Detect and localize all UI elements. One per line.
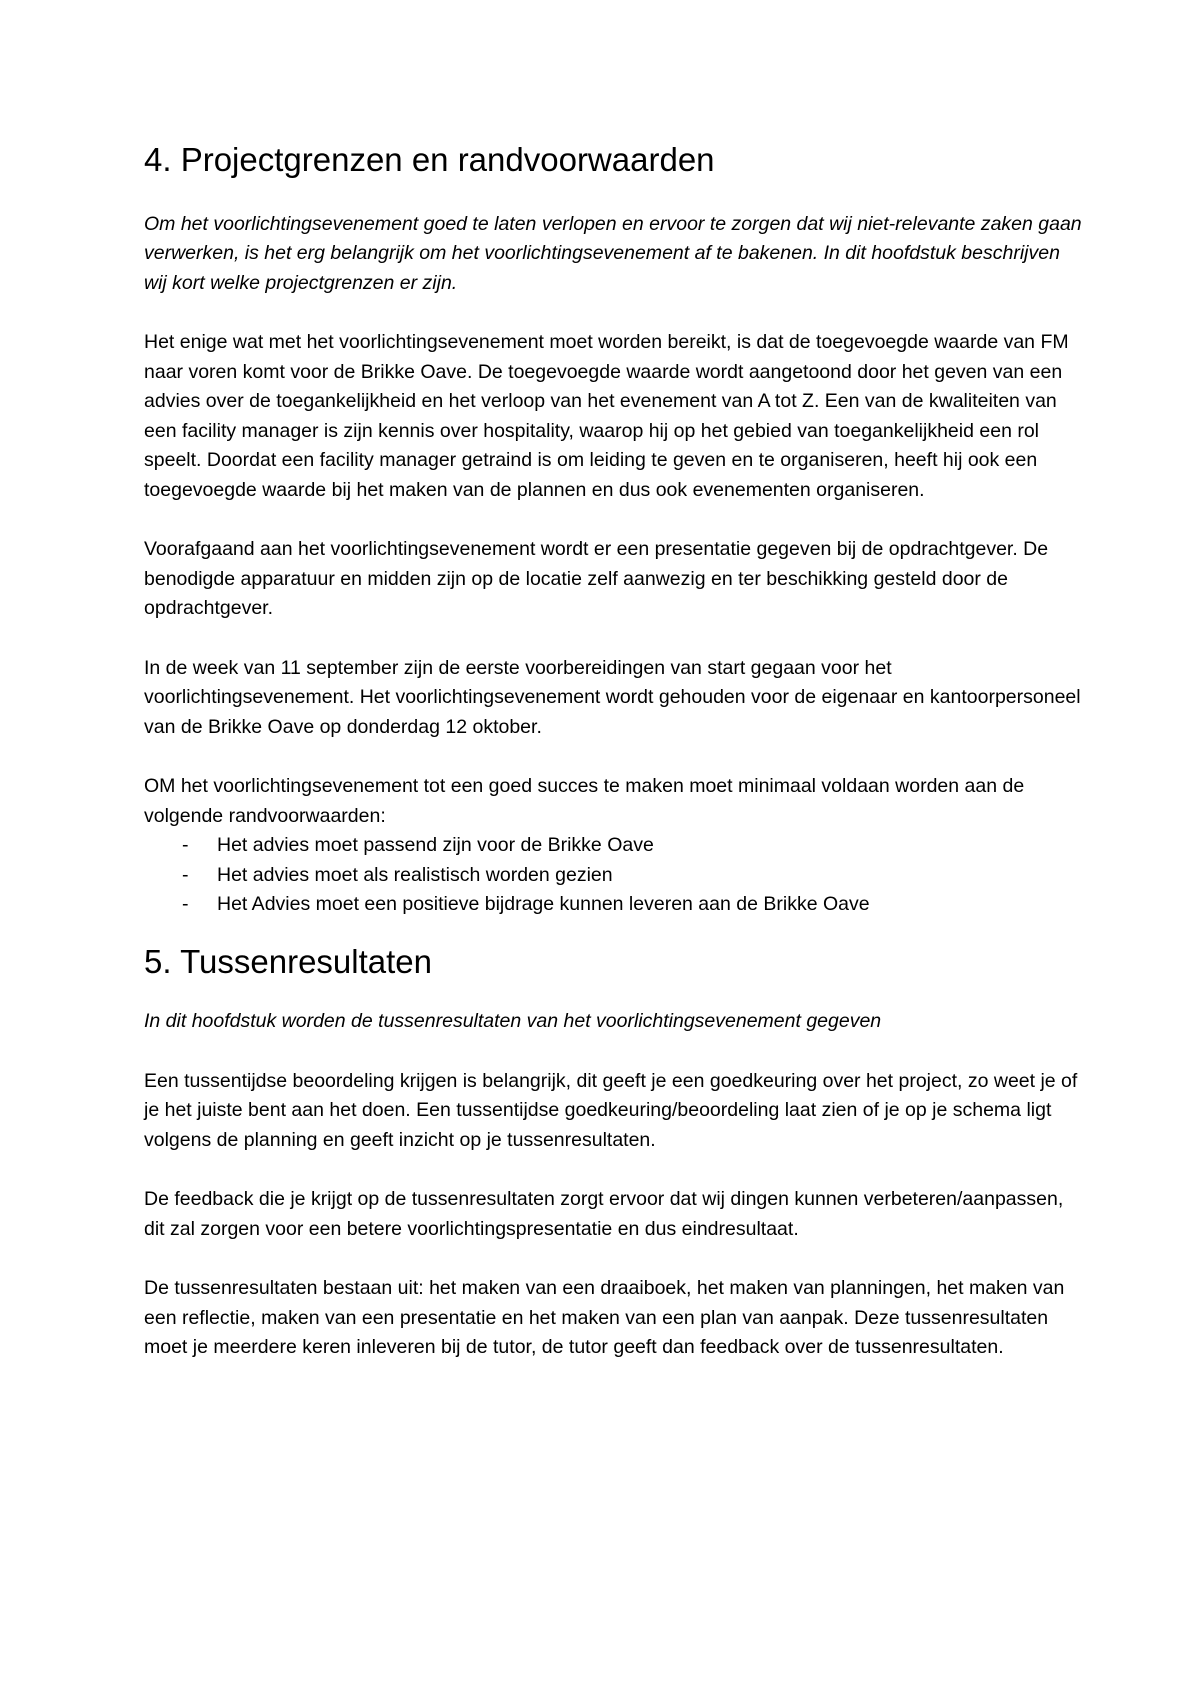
list-item-text: Het advies moet passend zijn voor de Brikke Oave [217,834,654,857]
conditions-list [144,831,1084,920]
section-4-paragraph-4: OM het voorlichtingsevenement tot een goed succes te maken moet minimaal voldaan worden aan de volgende randvoorwaarden: [144,775,1025,827]
section-4-paragraph-3: In de week van 11 september zijn de eerste voorbereidingen van start gegaan voor het voorlichtingsevenement. Het voorlichtingsevenement wordt gehouden voor de eigenaar en kantoorpersoneel van de Brikke Oave op donderdag 12 oktober. [144,656,1081,738]
section-4-paragraph-2: Voorafgaand aan het voorlichtingsevenement wordt er een presentatie gegeven bij de opdrachtgever. De benodigde apparatuur en midden zijn op de locatie zelf aanwezig en ter beschikking gesteld door de opdrachtgever. [144,538,1049,620]
list-item [144,831,1084,861]
list-item-text: Het advies moet als realistisch worden gezien [217,863,613,886]
section-4-paragraph-1: Het enige wat met het voorlichtingsevenement moet worden bereikt, is dat de toegevoegde waarde van FM naar voren komt voor de Brikke Oave. De toegevoegde waarde wordt aangetoond door het geven van een advies over de toegankelijkheid en het verloop van het evenement van A tot Z. Een van de kwaliteiten van een facility manager is zijn kennis over hospitality, waarop hij op het gebied van toegankelijkheid een rol speelt. Doordat een facility manager getraind is om leiding te geven en te organiseren, heeft hij ook een toegevoegde waarde bij het maken van de plannen en dus ook evenementen organiseren. [144,331,1069,501]
list-bullet: - [182,834,189,857]
list-bullet: - [182,863,189,886]
section-4-heading: 4. Projectgrenzen en randvoorwaarden [144,141,715,178]
section-5-paragraph-3: De tussenresultaten bestaan uit: het maken van een draaiboek, het maken van planningen, het maken van een reflectie, maken van een presentatie en het maken van een plan van aanpak. Deze tussenresultaten moet je meerdere keren inleveren bij de tutor, de tutor geeft dan feedback over de tussenresultaten. [144,1277,1065,1359]
list-item [144,861,1084,891]
list-item-text: Het Advies moet een positieve bijdrage kunnen leveren aan de Brikke Oave [217,893,870,916]
section-5-heading: 5. Tussenresultaten [144,942,433,980]
list-item [144,890,1084,920]
list-bullet: - [182,893,189,916]
section-4-intro: Om het voorlichtingsevenement goed te laten verlopen en ervoor te zorgen dat wij niet-relevante zaken gaan verwerken, is het erg belangrijk om het voorlichtingsevenement af te bakenen. In dit hoofdstuk beschrijven wij kort welke projectgrenzen er zijn. [144,212,1082,294]
section-5-paragraph-1: Een tussentijdse beoordeling krijgen is belangrijk, dit geeft je een goedkeuring over het project, zo weet je of je het juiste bent aan het doen. Een tussentijdse goedkeuring/beoordeling laat zien of je op je schema ligt volgens de planning en geeft inzicht op je tussenresultaten. [144,1069,1078,1151]
section-5-paragraph-2: De feedback die je krijgt op de tussenresultaten zorgt ervoor dat wij dingen kunnen verbeteren/aanpassen, dit zal zorgen voor een betere voorlichtingspresentatie en dus eindresultaat. [144,1188,1064,1240]
section-5-intro: In dit hoofdstuk worden de tussenresultaten van het voorlichtingsevenement gegeven [144,1010,882,1033]
document-page [144,140,1084,1393]
